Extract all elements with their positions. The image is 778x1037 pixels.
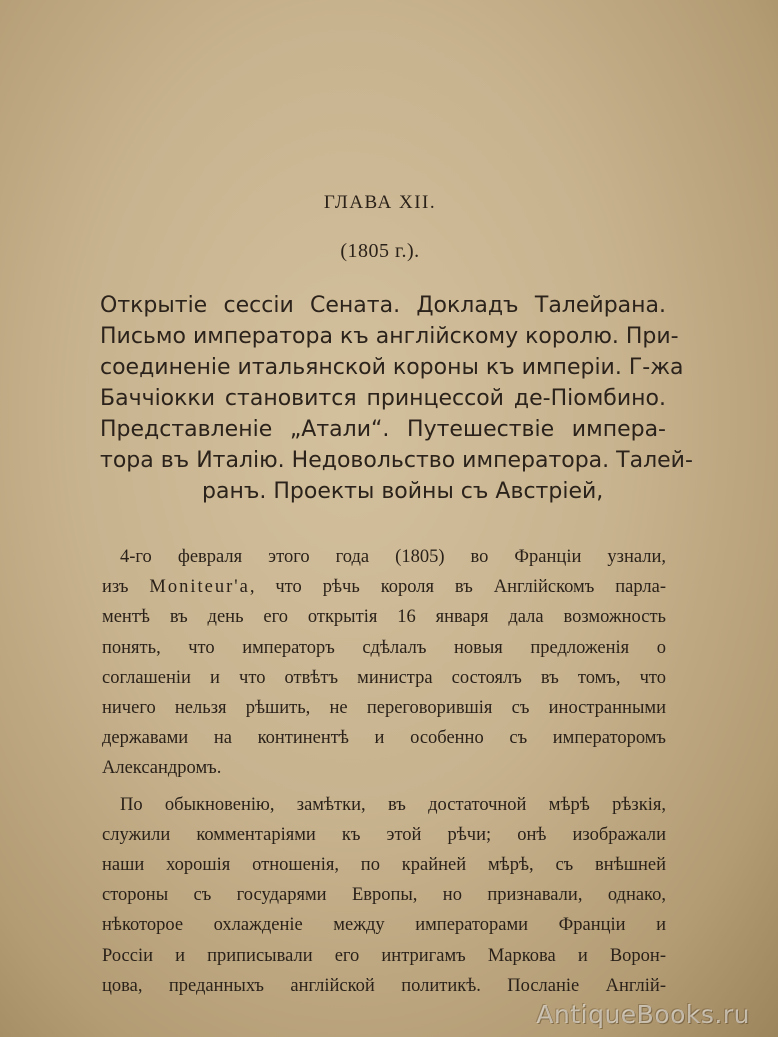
text-line: 4-го февраля этого года (1805) во Франціи узнали, [120, 547, 666, 567]
summary-line: Открытіе сессіи Сената. Докладъ Талейрана. [100, 293, 666, 318]
summary-line: тора въ Италію. Недовольство императора. Талей- [100, 448, 693, 473]
paragraph [102, 542, 666, 784]
body-text [102, 542, 666, 1007]
text-line: ментѣ въ день его открытія 16 января дала возможность [102, 607, 666, 628]
chapter-title: ГЛАВА XII. [323, 192, 437, 213]
text-line: понять, что императоръ сдѣлалъ новыя предложенія о [102, 637, 666, 658]
text-line: служили комментаріями къ этой рѣчи; онѣ изображали [102, 824, 666, 845]
summary-line: соединеніе итальянской короны къ имперіи. Г-жа [100, 355, 684, 380]
text-line: ничего нельзя рѣшить, не переговорившія съ иностранными [102, 698, 666, 719]
text-fragment: изъ [102, 577, 150, 598]
text-line: соглашеніи и что отвѣтъ министра состоялъ въ томъ, что [102, 667, 666, 688]
text-line: нѣкоторое охлажденіе между императорами Франціи и [102, 915, 666, 936]
summary-line: Представленіе „Атали“. Путешествіе импера- [100, 417, 666, 442]
paragraph [102, 790, 666, 1001]
text-line: стороны съ государями Европы, но признавали, однако, [102, 885, 666, 906]
text-line: державами на континентѣ и особенно съ императоромъ [102, 728, 666, 749]
summary-line: Письмо императора къ англійскому королю. При- [100, 324, 679, 349]
summary-line: Баччіокки становится принцессой де-Піомбино. [100, 386, 666, 411]
text-line [102, 572, 666, 602]
summary-line: ранъ. Проекты войны съ Австріей, [202, 479, 604, 504]
text-line: Александромъ. [102, 758, 222, 779]
text-line: По обыкновенію, замѣтки, въ достаточной мѣрѣ рѣзкія, [120, 794, 666, 815]
chapter-summary [100, 290, 693, 507]
watermark: AntiqueBooks.ru [536, 1000, 750, 1029]
chapter-year: (1805 г.). [340, 240, 420, 262]
text-line: цова, преданныхъ англійской политикѣ. Посланіе Англій- [102, 975, 666, 996]
text-line: наши хорошія отношенія, по крайней мѣрѣ, съ внѣшней [102, 855, 666, 876]
moniteur-reference: Moniteur'a [149, 577, 250, 598]
text-line: Россіи и приписывали его интригамъ Маркова и Ворон- [102, 945, 666, 966]
text-fragment: , что рѣчь короля въ Англійскомъ парла- [249, 577, 666, 598]
